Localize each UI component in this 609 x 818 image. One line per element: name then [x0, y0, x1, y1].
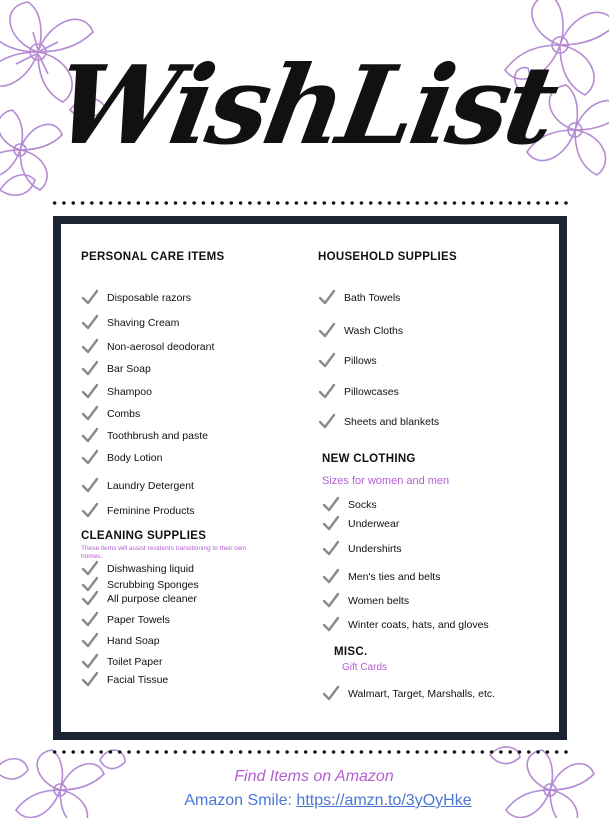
check-icon	[81, 590, 99, 607]
check-icon	[81, 383, 99, 400]
section-heading-personal-care: PERSONAL CARE ITEMS	[81, 251, 225, 263]
checklist-item-label: Body Lotion	[107, 452, 163, 464]
dotted-divider-bottom	[50, 749, 570, 755]
misc-subheading: Gift Cards	[342, 662, 388, 673]
clothing-subheading: Sizes for women and men	[322, 475, 450, 487]
check-icon	[81, 289, 99, 306]
checklist-item-label: Men's ties and belts	[348, 571, 441, 583]
checklist-item-label: Socks	[348, 499, 377, 511]
page-title: WishList	[45, 43, 564, 169]
checklist-item-label: Pillows	[344, 355, 377, 367]
checklist-item-label: Winter coats, hats, and gloves	[348, 619, 489, 631]
check-icon	[322, 568, 340, 585]
check-icon	[81, 502, 99, 519]
amazon-smile-label: Amazon Smile:	[184, 792, 292, 809]
dotted-divider-top	[50, 200, 570, 206]
check-icon	[322, 496, 340, 513]
check-icon	[318, 383, 336, 400]
checklist-item-label: Walmart, Target, Marshalls, etc.	[348, 688, 496, 700]
checklist-item-label: Shaving Cream	[107, 317, 180, 329]
checklist-item-label: Facial Tissue	[107, 674, 169, 686]
checklist-item-label: Feminine Products	[107, 505, 195, 517]
check-icon	[81, 405, 99, 422]
checklist-item-label: Toothbrush and paste	[107, 430, 208, 442]
checklist-item-label: Women belts	[348, 595, 410, 607]
check-icon	[322, 592, 340, 609]
check-icon	[81, 449, 99, 466]
cleaning-note-line-2: homes.	[81, 553, 103, 560]
section-heading-clothing: NEW CLOTHING	[322, 453, 416, 465]
checklist-item-label: Underwear	[348, 518, 400, 530]
checklist-item-label: Dishwashing liquid	[107, 563, 194, 575]
checklist-item-label: Disposable razors	[107, 292, 192, 304]
find-on-amazon-text: Find Items on Amazon	[234, 768, 394, 785]
checklist-item-label: Paper Towels	[107, 614, 170, 626]
checklist-item-label: Undershirts	[348, 543, 402, 555]
section-heading-household: HOUSEHOLD SUPPLIES	[318, 251, 457, 263]
section-heading-misc: MISC.	[334, 646, 368, 658]
check-icon	[322, 540, 340, 557]
check-icon	[318, 322, 336, 339]
check-icon	[318, 289, 336, 306]
check-icon	[81, 632, 99, 649]
amazon-smile-link[interactable]: https://amzn.to/3yOyHke	[296, 792, 472, 809]
check-icon	[322, 515, 340, 532]
checklist-item-label: All purpose cleaner	[107, 593, 197, 605]
check-icon	[81, 653, 99, 670]
wishlist-card	[53, 216, 567, 740]
section-heading-cleaning: CLEANING SUPPLIES	[81, 530, 207, 542]
checklist-item-label: Scrubbing Sponges	[107, 579, 199, 591]
check-icon	[322, 685, 340, 702]
check-icon	[318, 413, 336, 430]
check-icon	[81, 671, 99, 688]
check-icon	[81, 611, 99, 628]
check-icon	[81, 314, 99, 331]
check-icon	[81, 477, 99, 494]
checklist-item-label: Bath Towels	[344, 292, 401, 304]
check-icon	[81, 427, 99, 444]
check-icon	[318, 352, 336, 369]
checklist-item-label: Non-aerosol deodorant	[107, 341, 215, 353]
check-icon	[81, 360, 99, 377]
check-icon	[81, 338, 99, 355]
checklist-item-label: Shampoo	[107, 386, 152, 398]
checklist-item-label: Bar Soap	[107, 363, 151, 375]
checklist-item-label: Toilet Paper	[107, 656, 163, 668]
checklist-item-label: Wash Cloths	[344, 325, 404, 337]
cleaning-note-line-1: These items will assist residents transitioning to their own	[81, 545, 247, 552]
checklist-item-label: Sheets and blankets	[344, 416, 440, 428]
amazon-smile-line	[0, 792, 609, 810]
checklist-item-label: Hand Soap	[107, 635, 160, 647]
checklist-item-label: Laundry Detergent	[107, 480, 194, 492]
checklist-item-label: Combs	[107, 408, 141, 420]
check-icon	[81, 560, 99, 577]
check-icon	[322, 616, 340, 633]
checklist-item-label: Pillowcases	[344, 386, 399, 398]
